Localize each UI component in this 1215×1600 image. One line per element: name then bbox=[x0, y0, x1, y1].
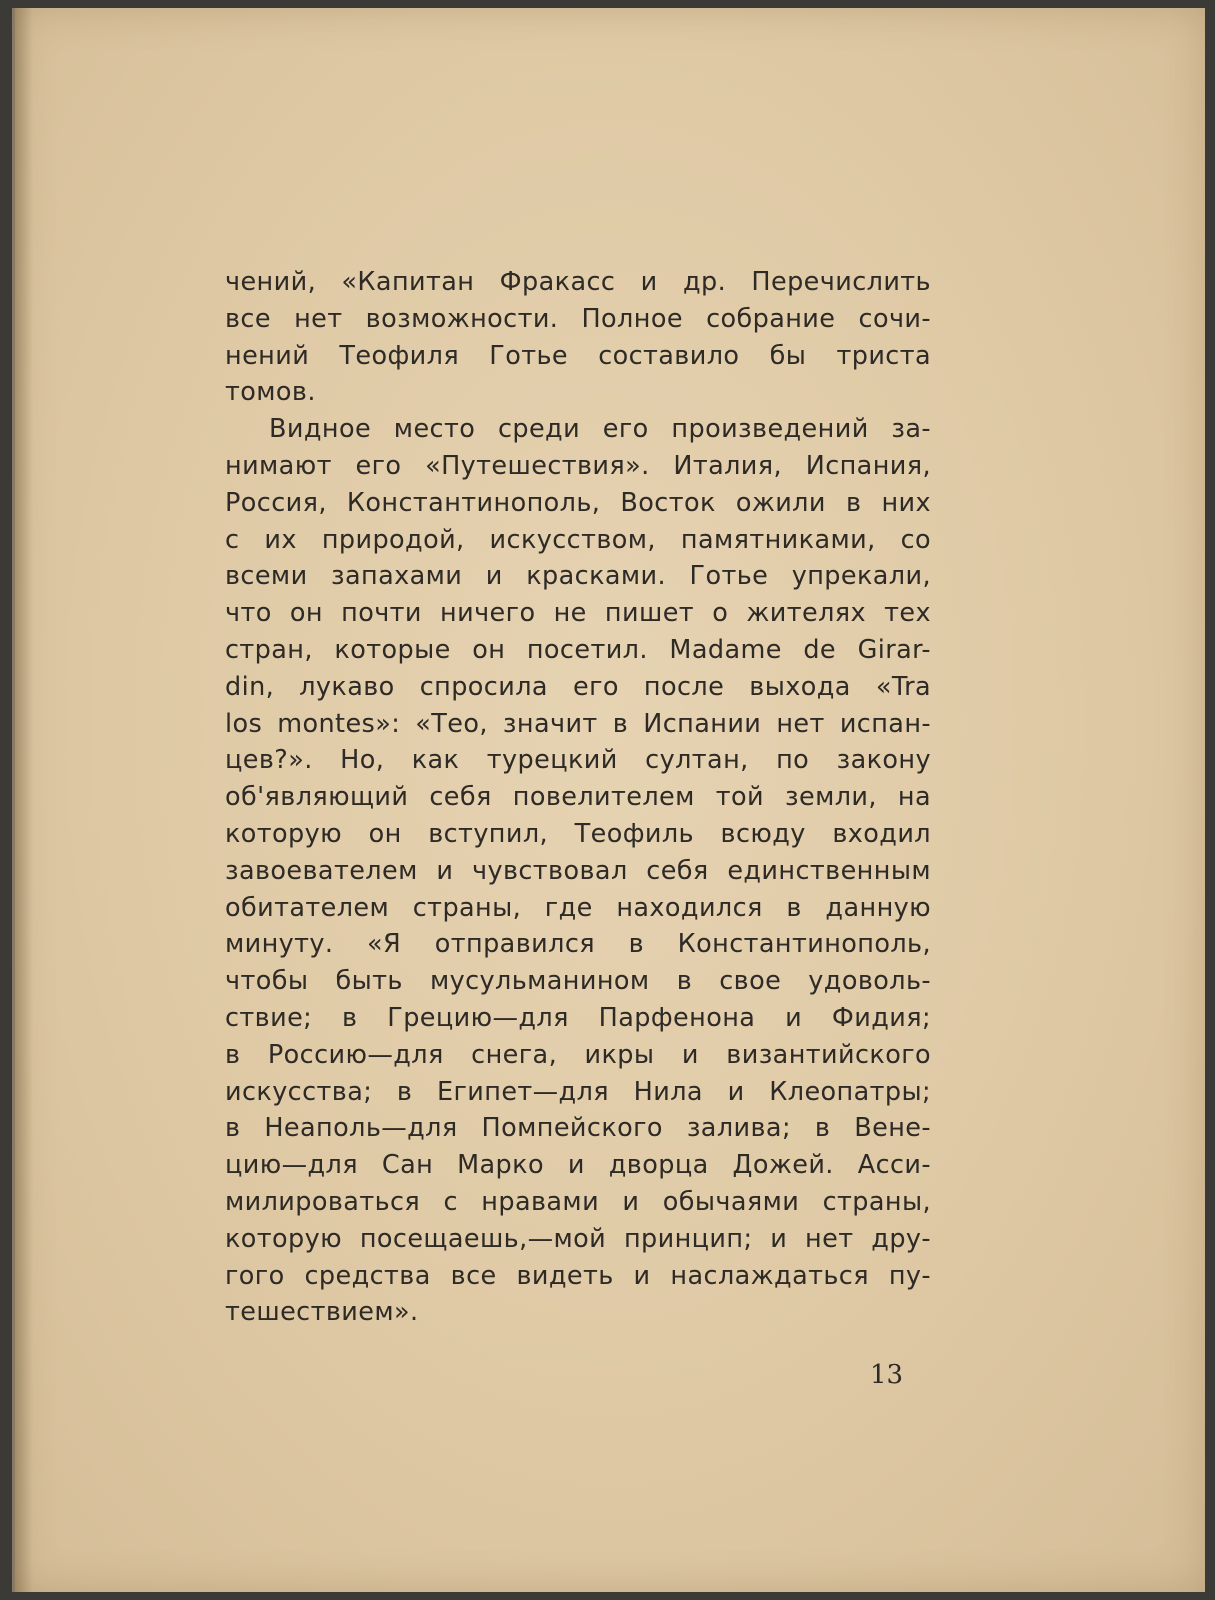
text-line: Россия, Константинополь, Восток ожили в них bbox=[225, 487, 931, 518]
book-page bbox=[12, 8, 1205, 1592]
text-line: в Неаполь—для Помпейского залива; в Вене- bbox=[225, 1113, 931, 1144]
text-line: Видное место среди его произведений за- bbox=[269, 414, 931, 445]
text-line: ствие; в Грецию—для Парфенона и Фидия; bbox=[225, 1002, 931, 1033]
text-line: всеми запахами и красками. Готье упрекали, bbox=[225, 561, 931, 592]
text-line: цев?». Но, как турецкий султан, по закону bbox=[225, 745, 931, 776]
text-line: все нет возможности. Полное собрание сочи- bbox=[225, 303, 931, 334]
text-line: томов. bbox=[225, 377, 316, 408]
text-line: с их природой, искусством, памятниками, со bbox=[225, 524, 931, 555]
text-line: los montes»: «Тео, значит в Испании нет испан- bbox=[225, 708, 931, 739]
text-line: тешествием». bbox=[225, 1297, 419, 1328]
text-line: об'являющий себя повелителем той земли, на bbox=[225, 782, 931, 813]
text-line: стран, которые он посетил. Madame de Girar- bbox=[225, 634, 931, 665]
text-line: цию—для Сан Марко и дворца Дожей. Асси- bbox=[225, 1150, 931, 1181]
text-line: которую посещаешь,—мой принцип; и нет дру- bbox=[225, 1223, 931, 1254]
text-line: чтобы быть мусульманином в свое удоволь- bbox=[225, 966, 931, 997]
text-line: искусства; в Египет—для Нила и Клеопатры; bbox=[225, 1076, 931, 1107]
text-line: гого средства все видеть и наслаждаться пу- bbox=[225, 1260, 931, 1291]
text-line: что он почти ничего не пишет о жителях тех bbox=[225, 598, 931, 629]
text-line: завоевателем и чувствовал себя единственным bbox=[225, 855, 931, 886]
text-line: нимают его «Путешествия». Италия, Испания, bbox=[225, 450, 931, 481]
text-line: которую он вступил, Теофиль всюду входил bbox=[225, 818, 931, 849]
body-text bbox=[225, 264, 931, 1331]
paragraph-2 bbox=[225, 411, 931, 1331]
text-line: чений, «Капитан Фракасс и др. Перечислить bbox=[225, 267, 931, 297]
text-line: в Россию—для снега, икры и византийского bbox=[225, 1039, 931, 1070]
paragraph-1 bbox=[225, 264, 931, 411]
text-line: милироваться с нравами и обычаями страны, bbox=[225, 1186, 931, 1217]
text-line: обитателем страны, где находился в данную bbox=[225, 892, 931, 923]
text-line: нений Теофиля Готье составило бы триста bbox=[225, 340, 931, 371]
text-line: din, лукаво спросила его после выхода «Tra bbox=[225, 671, 931, 702]
page-number: 13 bbox=[870, 1360, 904, 1390]
text-line: минуту. «Я отправился в Константинополь, bbox=[225, 929, 931, 960]
